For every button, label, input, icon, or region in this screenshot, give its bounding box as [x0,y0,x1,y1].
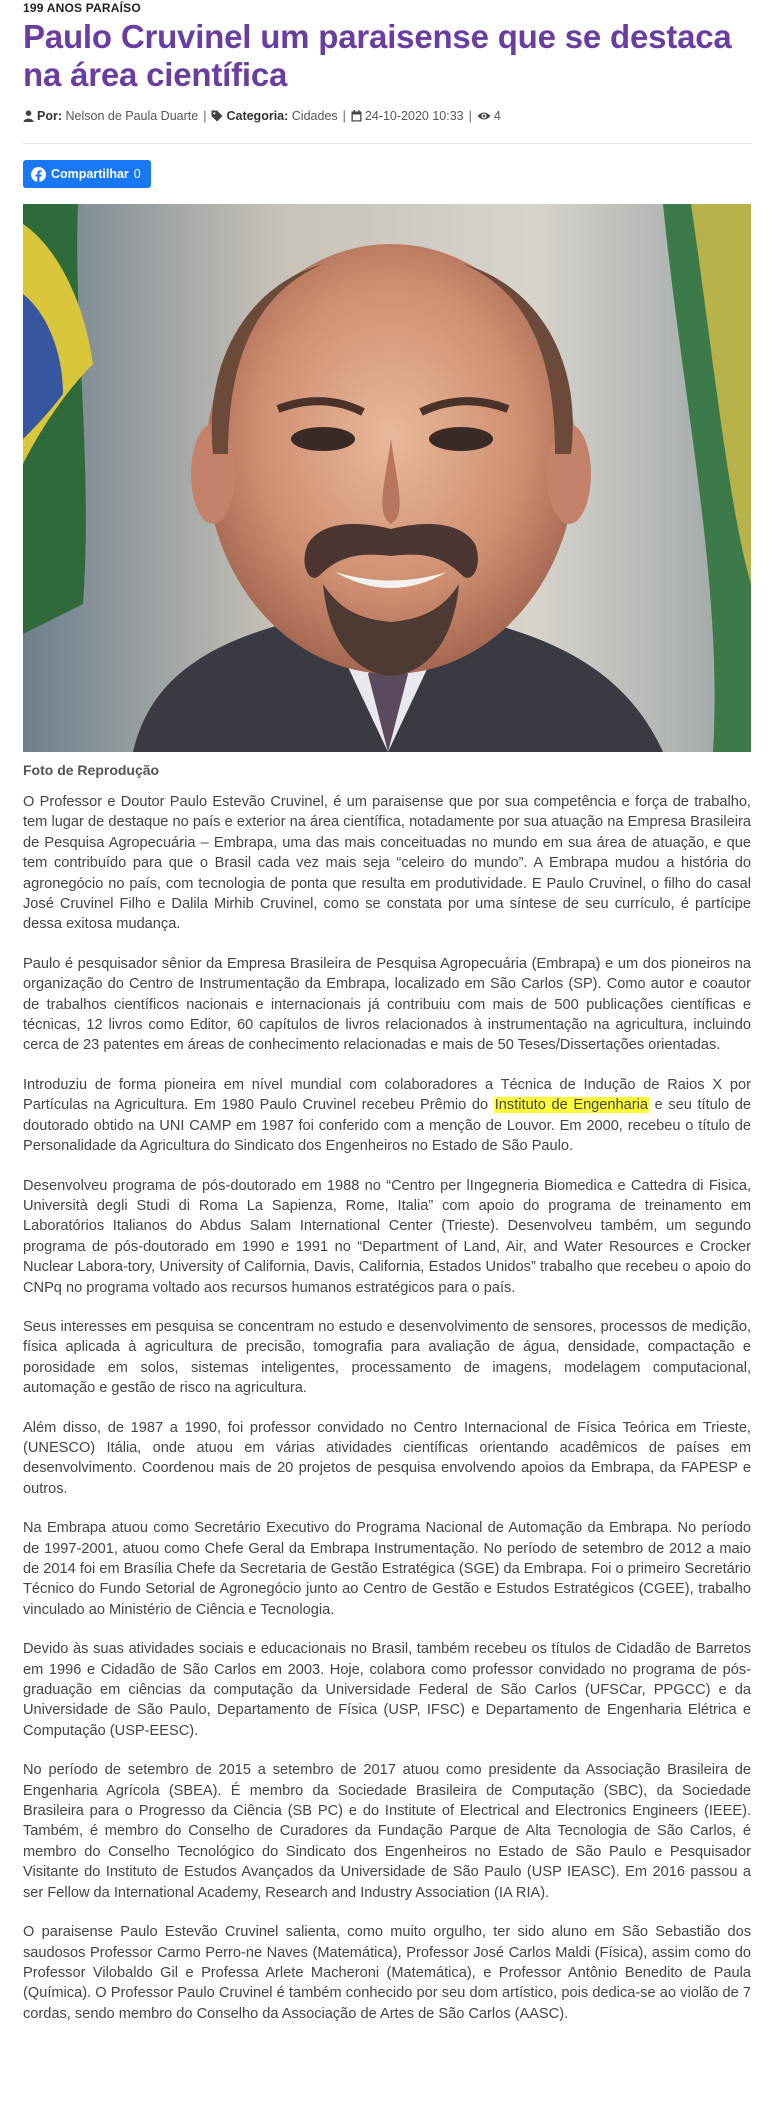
meta-separator: | [203,109,207,123]
paragraph: Devido às suas atividades sociais e educacionais no Brasil, também recebeu os títulos de Cidadão de Barretos em 1996 e Cidadão de São Carlos em 2003. Hoje, colabora como professor convidado no programa de pós-graduação em ciências da computação da Universidade Federal de São Carlos (UFSCar, PPGCC) e da Universidade de São Paulo, Departamento de Física (USP, IFSC) e Departamento de Engenharia Elétrica e Computação (USP-EESC). [23,1641,751,1739]
paragraph: Seus interesses em pesquisa se concentram no estudo e desenvolvimento de sensores, processos de medição, física aplicada à agricultura de precisão, tomografia para avaliação de água, densidade, compactação e porosidade em solos, sistemas inteligentes, processamento de imagens, modelagem computacional, automação e gestão de risco na agricultura. [23,1318,751,1397]
view-count: 4 [493,109,501,123]
paragraph-text: e seu título de doutorado obtido na UNI CAMP em 1987 foi conferido com a menção de Louvor. Em 2000, recebeu o título de Personalidade da Agricultura do Sindicato dos Engenheiros no Estado de São Paulo. [23,1097,751,1155]
paragraph: O Professor e Doutor Paulo Estevão Cruvinel, é um paraisense que por sua competência e força de trabalho, tem lugar de destaque no país e exterior na área científica, notadamente por sua atuação na Empresa Brasileira de Pesquisa Agropecuária – Embrapa, uma das mais conceituadas no mundo em sua área de atuação, e que tem contribuído para que o Brasil cada vez mais seja “celeiro do mundo”. A Embrapa mudou a história do agronegócio no país, com tecnologia de ponta que resulta em produtividade. E Paulo Cruvinel, o filho do casal José Cruvinel Filho e Dalila Mirhib Cruvinel, como se constata por uma síntese de seu currículo, é partícipe dessa exitosa mudança. [23,794,751,933]
facebook-icon [31,167,46,182]
calendar-icon [351,110,362,122]
article-photo [23,204,751,752]
meta-separator: | [342,109,346,123]
article-body [23,792,751,2024]
paragraph: No período de setembro de 2015 a setembro de 2017 atuou como presidente da Associação Brasileira de Engenharia Agrícola (SBEA). É membro da Sociedade Brasileira de Computação (SBC), da Sociedade Brasileira para o Progresso da Ciência (SB PC) e do Institute of Electrical and Electronics Engineers (IEEE). Também, é membro do Conselho de Curadores da Fundação Parque de Alta Tecnologia de São Carlos, é membro do Conselho Tecnológico do Sindicato dos Engenheiros no Estado de São Paulo e Pesquisador Visitante do Instituto de Estudos Avançados da Universidade de São Paulo (USP IEASC). Em 2016 passou a ser Fellow da International Academy, Research and Industry Association (IA RIA). [23,1762,751,1901]
article-kicker[interactable]: 199 ANOS PARAÍSO [23,1,141,15]
highlighted-text: Instituto de Engenharia [494,1097,648,1114]
photo-caption: Foto de Reprodução [23,762,160,778]
category-name[interactable]: Cidades [291,109,338,123]
article-meta [23,106,751,126]
eye-icon [477,111,491,121]
paragraph: Além disso, de 1987 a 1990, foi professor convidado no Centro Internacional de Física Teórica em Trieste, (UNESCO) Itália, onde atuou em várias atividades científicas orientando acadêmicos de países em desenvolvimento. Coordenou mais de 20 projetos de pesquisa envolvendo apoios da Embrapa, da FAPESP e outros. [23,1419,751,1497]
paragraph: Desenvolveu programa de pós-doutorado em 1988 no “Centro per lIngegneria Biomedica e Cattedra di Fisica, Università degli Studi di Roma La Sapienza, Rome, Italia” com apoio do programa de treinamento em Laboratórios Italianos do Abdus Salam International Center (Trieste). Desenvolveu também, um segundo programa de pós-doutorado em 1990 e 1991 no “Department of Land, Air, and Water Resources e Crocker Nuclear Labora-tory, University of California, Davis, California, Estados Unidos” trabalho que recebeu o apoio do CNPq no programa voltado aos recursos humanos estratégicos para o país. [23,1177,751,1296]
paragraph [23,1075,751,1157]
author-name[interactable]: Nelson de Paula Duarte [65,109,199,123]
divider [23,143,751,144]
article-title: Paulo Cruvinel um paraisense que se destaca na área científica [23,18,732,93]
category-label: Categoria: [226,109,289,123]
author-label: Por: [37,109,62,123]
tag-icon [211,110,223,122]
publish-date: 24-10-2020 10:33 [364,109,464,123]
paragraph: O paraisense Paulo Estevão Cruvinel salienta, como muito orgulho, ter sido aluno em São Sebastião dos saudosos Professor Carmo Perro-ne Naves (Matemática), Professor José Carlos Maldi (Física), assim como do Professor Vilobaldo Gil e Professa Arlete Macheroni (Matemática), e Professor Antônio Benedito de Paula (Química). O Professor Paulo Cruvinel é também conhecido por seu dom artístico, pois dedica-se ao violão de 7 cordas, sendo membro do Conselho da Associação de Artes de São Carlos (AASC). [23,1924,751,2022]
paragraph: Na Embrapa atuou como Secretário Executivo do Programa Nacional de Automação da Embrapa. No período de 1997-2001, atuou como Chefe Geral da Embrapa Instrumentação. No período de setembro de 2012 a maio de 2014 foi em Brasília Chefe da Secretaria de Gestão Estratégica (SGE) da Embrapa. Foi o primeiro Secretário Técnico do Fundo Setorial de Agronegócio junto ao Centro de Gestão e Estudos Estratégicos (CGEE), trabalho vinculado ao Ministério de Ciência e Tecnologia. [23,1520,751,1618]
meta-separator: | [468,109,472,123]
share-count: 0 [133,167,141,181]
user-icon [23,110,34,122]
article [23,0,751,2024]
facebook-share-button[interactable] [23,160,151,188]
share-label: Compartilhar [51,167,129,181]
paragraph-text: Introduziu de forma pioneira em nível mundial com colaboradores a Técnica de Indução de Raios X por Partículas na Agricultura. Em 1980 Paulo Cruvinel recebeu Prêmio do [23,1076,751,1114]
paragraph: Paulo é pesquisador sênior da Empresa Brasileira de Pesquisa Agropecuária (Embrapa) e um dos pioneiros na organização do Centro de Instrumentação da Embrapa, localizado em São Carlos (SP). Como autor e coautor de trabalhos científicos nacionais e internacionais já contribuiu com mais de 500 publicações científicas e técnicas, 12 livros como Editor, 60 capítulos de livros relacionados à instrumentação na agricultura, incluindo cerca de 23 patentes em áreas de conhecimento relacionadas e mais de 50 Teses/Dissertações orientadas. [23,955,751,1054]
